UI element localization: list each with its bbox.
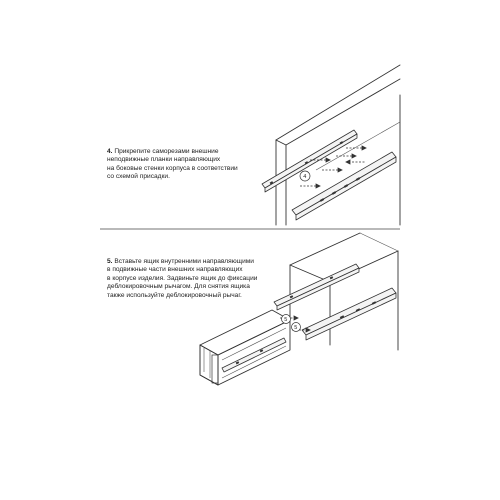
step-4-line-4: со схемой присадки.	[107, 173, 170, 181]
callout-4-label: 4	[303, 174, 307, 180]
step-5-line-1: Вставьте ящик внутренними направляющими	[114, 258, 254, 265]
outer-rail-step5	[302, 288, 396, 340]
step-5-line-3: в корпусе изделия. Задвиньте ящик до фиксации	[107, 274, 258, 282]
step-5-illustration	[200, 233, 398, 385]
step-4-number: 4.	[107, 148, 113, 155]
inner-rail-step5	[274, 264, 359, 310]
step-4-illustration	[262, 65, 400, 225]
step-4-line-3: на боковые стенки корпуса в соответствии	[107, 164, 238, 172]
callout-5b-label: 5	[294, 325, 298, 331]
callout-5a-label: 5	[284, 317, 288, 323]
step-5-number: 5.	[107, 258, 113, 265]
drawer-box	[200, 310, 290, 385]
step-4-line-2: неподвижные планки направляющих	[107, 156, 221, 164]
step-5-line-4: деблокировочным рычагом. Для снятия ящика	[107, 283, 250, 291]
step-5-line-2: в подвижные части внешних направляющих	[107, 266, 243, 274]
step-5-line-5: также используйте деблокировочный рычаг.	[107, 291, 242, 299]
step-4-line-1: Прикрепите саморезами внешние	[114, 148, 219, 155]
